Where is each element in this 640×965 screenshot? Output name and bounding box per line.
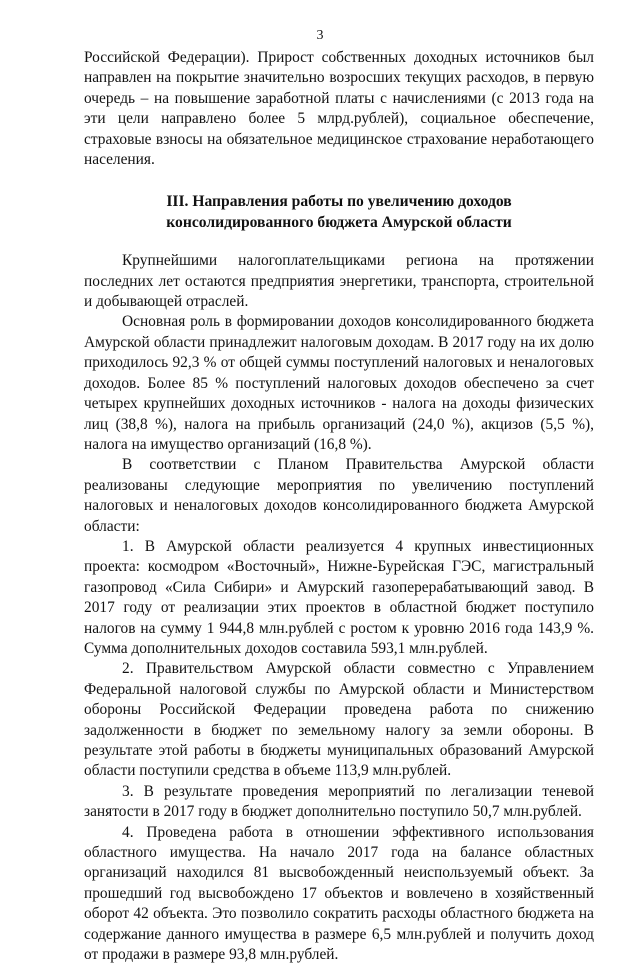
list-item-2-land-tax: 2. Правительством Амурской области совместно с Управлением Федеральной налоговой службы по Амурской области и Министерством обороны Российской Федерации проведена работа по снижению задолженности в бюджет по земельному налогу за земли обороны. В результате этой работы в бюджеты муниципальных образований Амурской области поступили средства в объеме 113,9 млн.рублей. — [84, 660, 594, 780]
list-item-3-shadow-employment: 3. В результате проведения мероприятий по легализации теневой занятости в 2017 году в бюджет дополнительно поступило 50,7 млн.рублей. — [84, 782, 594, 821]
paragraph-tax-revenue-role: Основная роль в формировании доходов консолидированного бюджета Амурской области принадлежит налоговым доходам. В 2017 году на их долю приходилось 92,3 % от общей суммы поступлений налоговых и неналоговых доходов. Более 85 % поступлений налоговых доходов обеспечено за счет четырех крупнейших доходных источников - налога на доходы физических лиц (38,8 %), налога на прибыль организаций (24,0 %), акцизов (5,5 %), налога на имущество организаций (16,8 %). — [84, 313, 594, 453]
list-item-4-regional-property: 4. Проведена работа в отношении эффективного использования областного имущества. На начало 2017 года на балансе областных организаций находился 81 высвобожденный неиспользуемый объект. За прошедший год высвобождено 17 объектов и вовлечено в хозяйственный оборот 42 объекта. Это позволило сократить расходы областного бюджета на содержание данного имущества в размере 6,5 млн.рублей и получить доход от продажи в размере 93,8 млн.рублей. — [84, 823, 594, 964]
document-body — [84, 48, 594, 965]
section-heading-line-2: консолидированного бюджета Амурской области — [166, 213, 512, 231]
paragraph-largest-taxpayers: Крупнейшими налогоплательщиками региона на протяжении последних лет остаются предприятия энергетики, транспорта, строительной и добывающей отраслей. — [84, 252, 594, 311]
page-number: 3 — [316, 28, 324, 43]
paragraph-continuation: Российской Федерации). Прирост собственных доходных источников был направлен на покрытие значительно возросших текущих расходов, в первую очередь – на повышение заработной платы с начислениями (с 2013 года на эти цели направлено более 5 млрд.рублей), социальное обеспечение, страховые взносы на обязательное медицинское страхование неработающего населения. — [84, 49, 594, 169]
list-item-1-investment-projects: 1. В Амурской области реализуется 4 крупных инвестиционных проекта: космодром «Восточный», Нижне-Бурейская ГЭС, магистральный газопровод «Сила Сибири» и Амурский газоперерабатывающий завод. В 2017 году от реализации этих проектов в областной бюджет поступило налогов на сумму 1 944,8 млн.рублей с ростом к уровню 2016 года 143,9 %. Сумма дополнительных доходов составила 593,1 млн.рублей. — [84, 537, 594, 657]
section-heading — [84, 192, 594, 233]
paragraph-government-plan: В соответствии с Планом Правительства Амурской области реализованы следующие мероприятия по увеличению поступлений налоговых и неналоговых доходов консолидированного бюджета Амурской области: — [84, 456, 594, 535]
section-heading-line-1: III. Направления работы по увеличению доходов — [166, 193, 512, 211]
